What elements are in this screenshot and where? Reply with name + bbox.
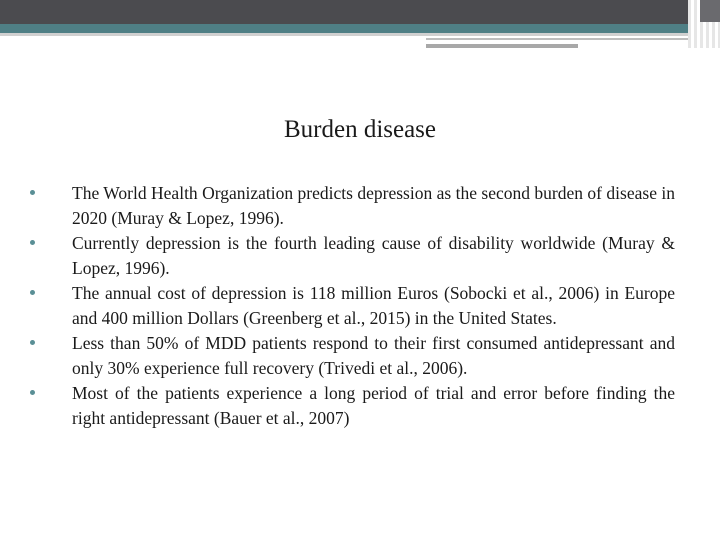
bullet-dot-icon	[30, 290, 35, 295]
bullet-item	[30, 281, 675, 331]
bullet-dot-icon	[30, 240, 35, 245]
bullet-text: The annual cost of depression is 118 million Euros (Sobocki et al., 2006) in Europe and 400 million Dollars (Greenberg et al., 2015) in the United States.	[72, 283, 675, 328]
header-accent-line	[0, 33, 700, 36]
bullet-item	[30, 331, 675, 381]
bullet-item	[30, 381, 675, 431]
bullet-list	[30, 181, 675, 431]
header-bar-dark	[0, 0, 720, 24]
bullet-text: Less than 50% of MDD patients respond to their first consumed antidepressant and only 30% experience full recovery (Trivedi et al., 2006).	[72, 333, 675, 378]
bullet-item	[30, 231, 675, 281]
header-accent-line-short	[426, 38, 696, 40]
header-accent-line-shorter	[426, 44, 578, 48]
bullet-text: Most of the patients experience a long period of trial and error before finding the right antidepressant (Bauer et al., 2007)	[72, 383, 675, 428]
bullet-dot-icon	[30, 190, 35, 195]
header-corner-block	[700, 0, 720, 22]
slide-title: Burden disease	[283, 116, 437, 143]
bullet-dot-icon	[30, 340, 35, 345]
bullet-dot-icon	[30, 390, 35, 395]
bullet-text: Currently depression is the fourth leading cause of disability worldwide (Muray & Lopez, 1996).	[72, 233, 675, 278]
bullet-item	[30, 181, 675, 231]
bullet-text: The World Health Organization predicts depression as the second burden of disease in 2020 (Muray & Lopez, 1996).	[72, 183, 675, 228]
header-bar-teal	[0, 24, 720, 33]
